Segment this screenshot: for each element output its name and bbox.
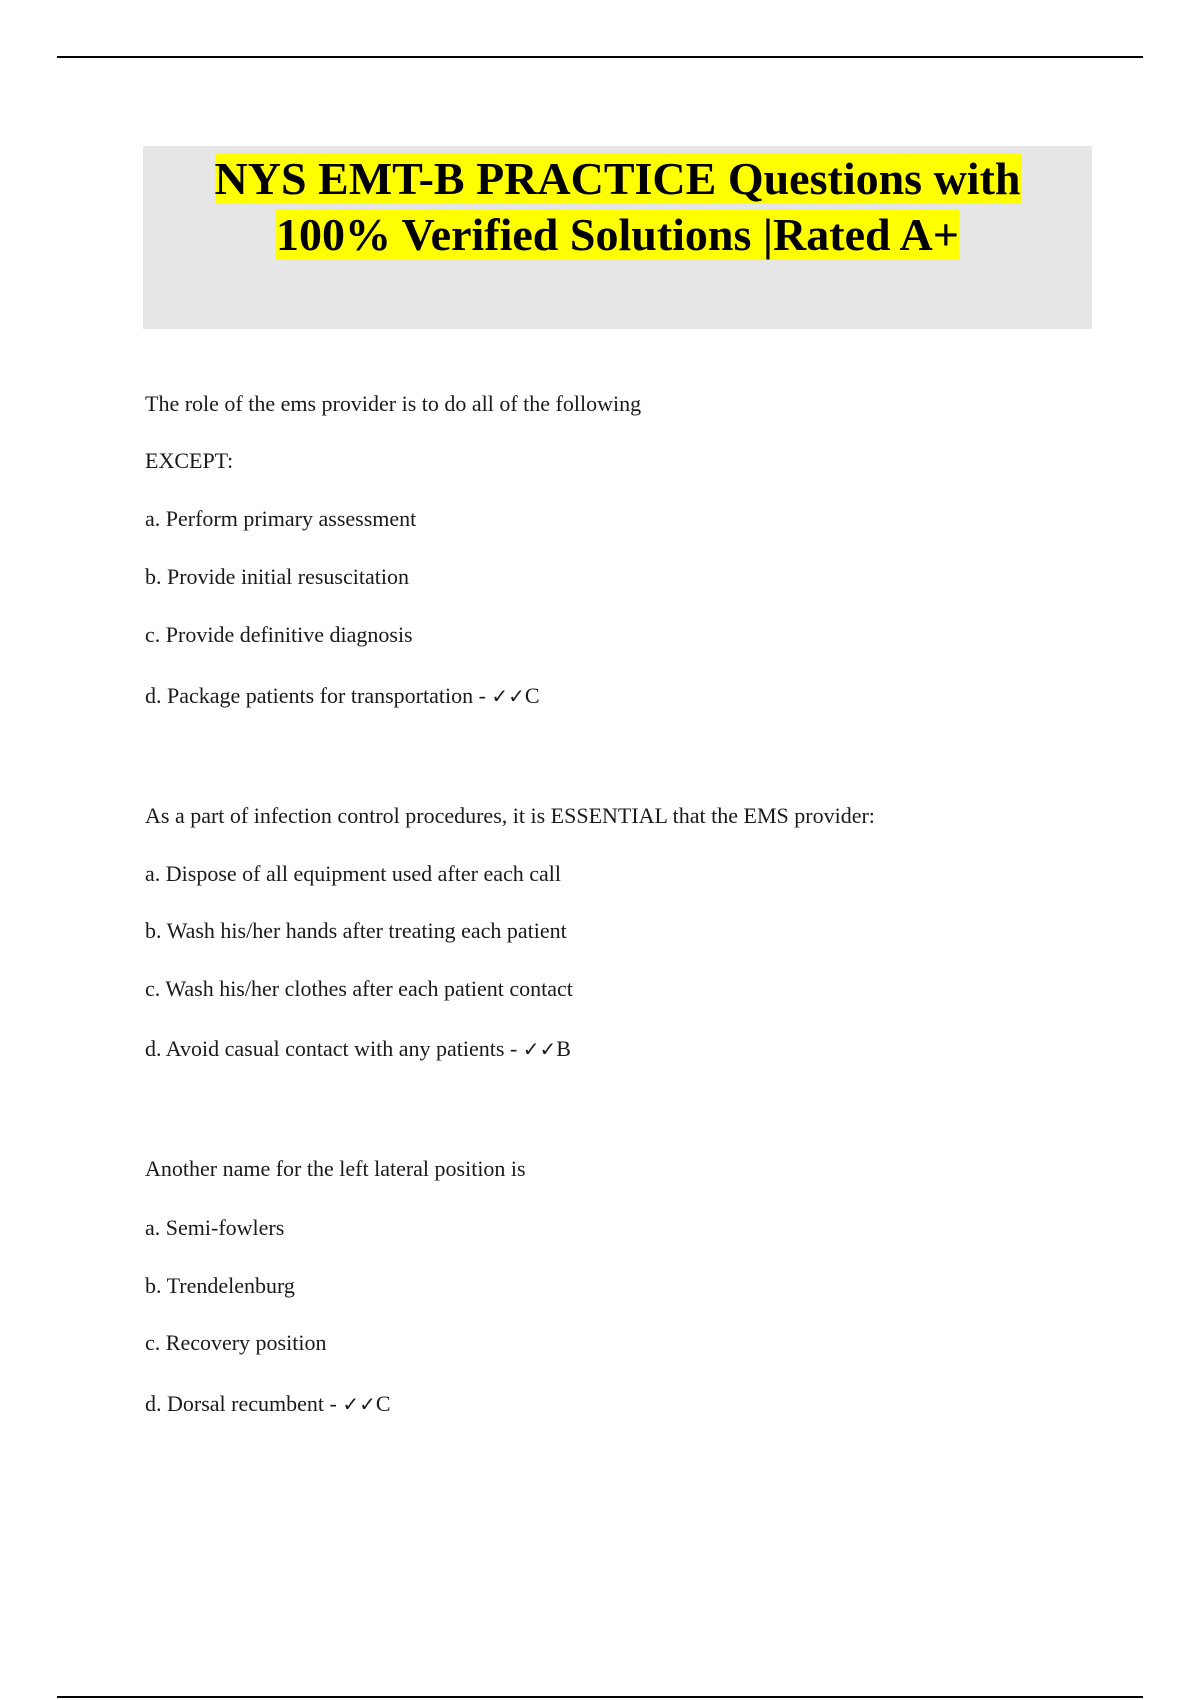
question-1-option-c: c. Provide definitive diagnosis bbox=[145, 622, 413, 647]
question-1-option-a: a. Perform primary assessment bbox=[145, 506, 417, 531]
question-2-option-d-row bbox=[145, 1035, 571, 1063]
question-3-option-c: c. Recovery position bbox=[145, 1330, 327, 1355]
title-line-1: NYS EMT-B PRACTICE Questions with bbox=[214, 153, 1021, 204]
bottom-rule bbox=[57, 1696, 1143, 1698]
title-box bbox=[143, 146, 1092, 329]
question-1-option-b: b. Provide initial resuscitation bbox=[145, 564, 409, 589]
question-2-answer: B bbox=[556, 1036, 571, 1061]
question-2-stem: As a part of infection control procedures, it is ESSENTIAL that the EMS provider: bbox=[145, 803, 875, 828]
answer-check-icon: ✓✓ bbox=[491, 684, 525, 708]
question-1-stem: The role of the ems provider is to do all of the following bbox=[145, 391, 642, 416]
question-2-option-d: d. Avoid casual contact with any patients - bbox=[145, 1036, 523, 1061]
question-3-option-b: b. Trendelenburg bbox=[145, 1273, 295, 1298]
question-2-option-c: c. Wash his/her clothes after each patient contact bbox=[145, 976, 573, 1001]
question-1-option-d-row bbox=[145, 682, 540, 710]
question-3-option-d: d. Dorsal recumbent - bbox=[145, 1391, 343, 1416]
answer-check-icon: ✓✓ bbox=[342, 1392, 376, 1416]
question-1-answer: C bbox=[524, 683, 540, 708]
question-2-option-b: b. Wash his/her hands after treating each patient bbox=[145, 918, 567, 943]
document-title bbox=[143, 146, 1092, 263]
top-rule bbox=[57, 56, 1143, 58]
question-1-stem-continued: EXCEPT: bbox=[145, 448, 234, 473]
question-3-option-d-row bbox=[145, 1390, 391, 1418]
question-3-answer: C bbox=[375, 1391, 391, 1416]
question-2-option-a: a. Dispose of all equipment used after each call bbox=[145, 861, 562, 886]
answer-check-icon: ✓✓ bbox=[522, 1037, 557, 1061]
question-1-option-d: d. Package patients for transportation - bbox=[145, 683, 492, 708]
question-3-option-a: a. Semi-fowlers bbox=[145, 1215, 285, 1240]
title-line-2: 100% Verified Solutions |Rated A+ bbox=[276, 209, 959, 260]
question-3-stem: Another name for the left lateral position is bbox=[145, 1156, 526, 1181]
